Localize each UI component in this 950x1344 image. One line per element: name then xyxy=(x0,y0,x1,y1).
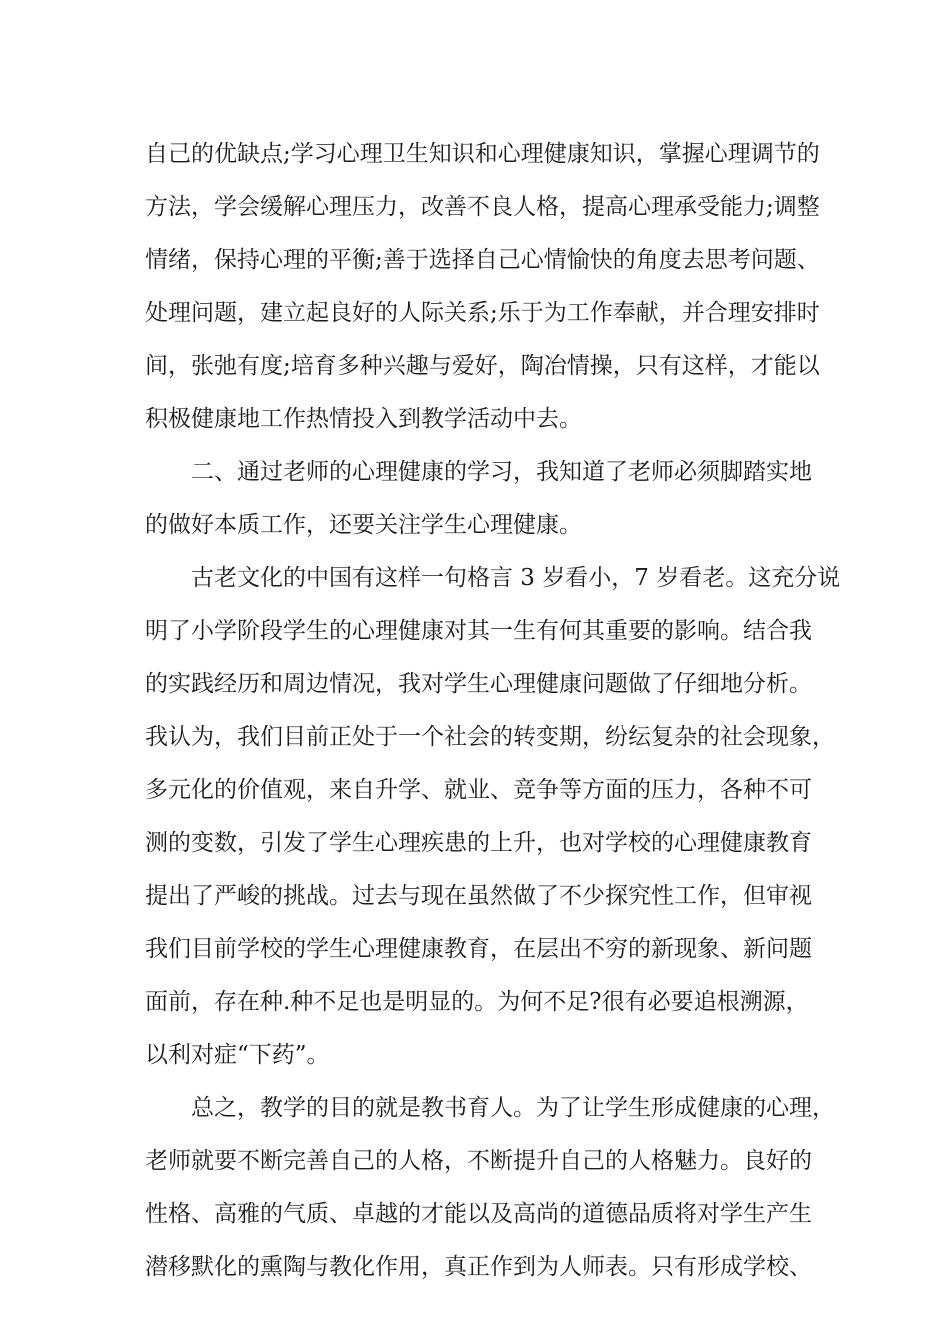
text-line: 老师就要不断完善自己的人格，不断提升自己的人格魅力。良好的 xyxy=(145,1148,812,1174)
text-line: 我认为，我们目前正处于一个社会的转变期，纷纭复杂的社会现象， xyxy=(145,724,835,750)
paragraph-start-line: 二、通过老师的心理健康的学习，我知道了老师必须脚踏实地 xyxy=(191,459,812,485)
body-text xyxy=(145,128,841,1294)
text-line: 积极健康地工作热情投入到教学活动中去。 xyxy=(145,406,582,432)
text-line: 性格、高雅的气质、卓越的才能以及高尚的道德品质将对学生产生 xyxy=(145,1201,812,1227)
text-line: 提出了严峻的挑战。过去与现在虽然做了不少探究性工作，但审视 xyxy=(145,883,812,909)
text-line: 多元化的价值观，来自升学、就业、竞争等方面的压力，各种不可 xyxy=(145,777,812,803)
paragraph-start-line: 古老文化的中国有这样一句格言 3 岁看小，7 岁看老。这充分说 xyxy=(191,565,841,591)
text-line: 的实践经历和周边情况，我对学生心理健康问题做了仔细地分析。 xyxy=(145,671,812,697)
text-line: 我们目前学校的学生心理健康教育，在层出不穷的新现象、新问题 xyxy=(145,936,812,962)
text-line: 处理问题，建立起良好的人际关系;乐于为工作奉献，并合理安排时 xyxy=(145,300,820,326)
text-line: 的做好本质工作，还要关注学生心理健康。 xyxy=(145,512,582,538)
text-line: 以利对症“下药”。 xyxy=(145,1042,330,1068)
text-line: 测的变数，引发了学生心理疾患的上升，也对学校的心理健康教育 xyxy=(145,830,812,856)
text-line: 明了小学阶段学生的心理健康对其一生有何其重要的影响。结合我 xyxy=(145,618,812,644)
paragraph-start-line: 总之，教学的目的就是教书育人。为了让学生形成健康的心理， xyxy=(191,1095,835,1121)
text-line: 间，张弛有度;培育多种兴趣与爱好，陶冶情操，只有这样，才能以 xyxy=(145,353,820,379)
text-line: 面前，存在种.种不足也是明显的。为何不足?很有必要追根溯源， xyxy=(145,989,809,1015)
text-line: 自己的优缺点;学习心理卫生知识和心理健康知识，掌握心理调节的 xyxy=(145,141,820,167)
text-line: 情绪，保持心理的平衡;善于选择自己心情愉快的角度去思考问题、 xyxy=(145,247,820,273)
text-line: 潜移默化的熏陶与教化作用，真正作到为人师表。只有形成学校、 xyxy=(145,1254,812,1280)
text-line: 方法，学会缓解心理压力，改善不良人格，提高心理承受能力;调整 xyxy=(145,194,820,220)
